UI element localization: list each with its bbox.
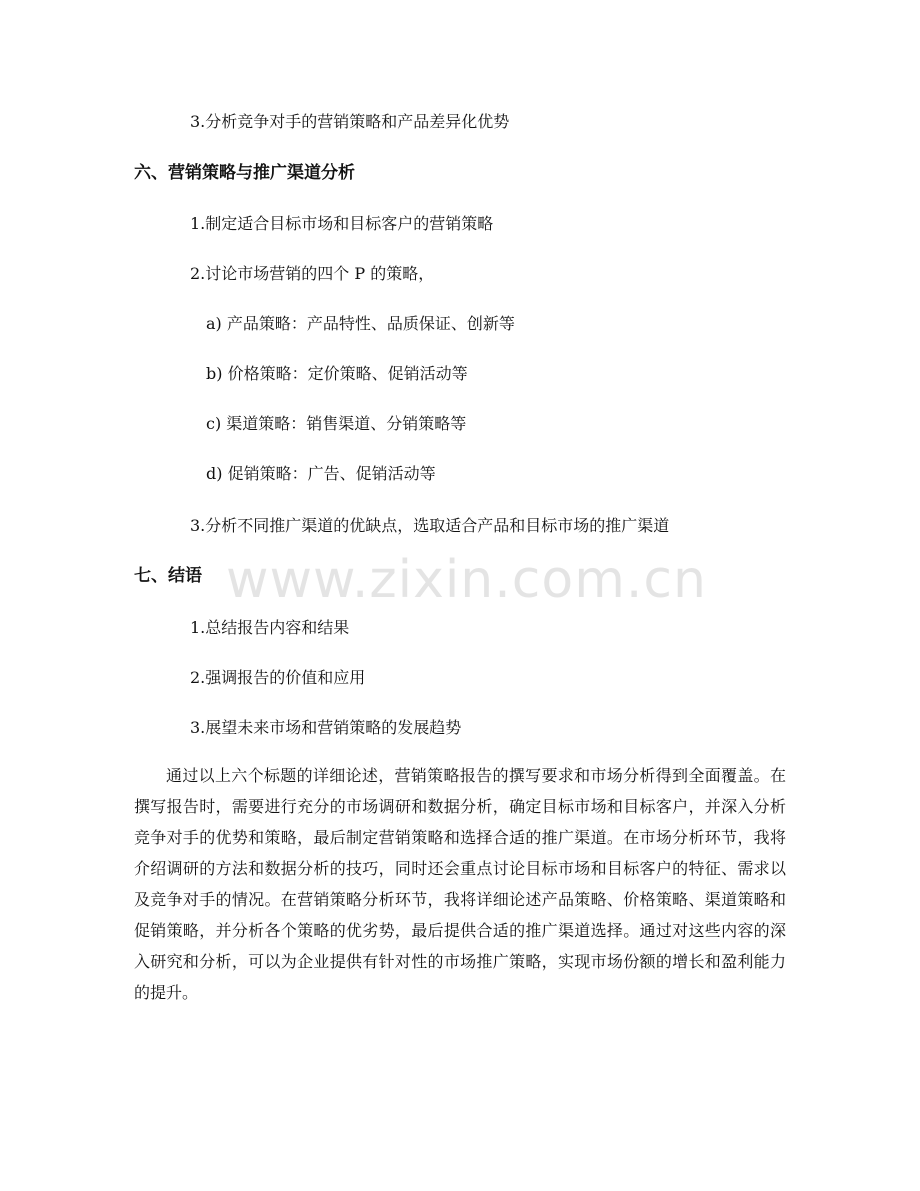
list-item-promotion-channels: 3.分析不同推广渠道的优缺点，选取适合产品和目标市场的推广渠道 xyxy=(190,516,670,535)
list-item-summarize: 1.总结报告内容和结果 xyxy=(190,618,350,637)
sub-item-promotion-strategy: d) 促销策略：广告、促销活动等 xyxy=(206,464,436,483)
sub-item-product-strategy: a) 产品策略：产品特性、品质保证、创新等 xyxy=(206,314,515,333)
list-item-outlook: 3.展望未来市场和营销策略的发展趋势 xyxy=(190,718,462,737)
sub-item-price-strategy: b) 价格策略：定价策略、促销活动等 xyxy=(206,364,468,383)
list-item-analyze-competitors: 3.分析竞争对手的营销策略和产品差异化优势 xyxy=(190,112,510,131)
list-item-marketing-strategy: 1.制定适合目标市场和目标客户的营销策略 xyxy=(190,214,494,233)
section-heading-6: 六、营销策略与推广渠道分析 xyxy=(134,163,355,183)
list-item-four-p: 2.讨论市场营销的四个 P 的策略， xyxy=(190,264,435,283)
watermark-text: www.zixin.com.cn xyxy=(226,550,707,610)
section-heading-7: 七、结语 xyxy=(134,566,202,586)
summary-paragraph: 通过以上六个标题的详细论述，营销策略报告的撰写要求和市场分析得到全面覆盖。在撰写报告时，需要进行充分的市场调研和数据分析，确定目标市场和目标客户，并深入分析竞争对手的优势和策略，最后制定营销策略和选择合适的推广渠道。在市场分析环节，我将介绍调研的方法和数据分析的技巧，同时还会重点讨论目标市场和目标客户的特征、需求以及竞争对手的情况。在营销策略分析环节，我将详细论述产品策略、价格策略、渠道策略和促销策略，并分析各个策略的优劣势，最后提供合适的推广渠道选择。通过对这些内容的深入研究和分析，可以为企业提供有针对性的市场推广策略，实现市场份额的增长和盈利能力的提升。 xyxy=(134,766,786,1002)
sub-item-channel-strategy: c) 渠道策略：销售渠道、分销策略等 xyxy=(206,414,467,433)
list-item-emphasize-value: 2.强调报告的价值和应用 xyxy=(190,668,366,687)
